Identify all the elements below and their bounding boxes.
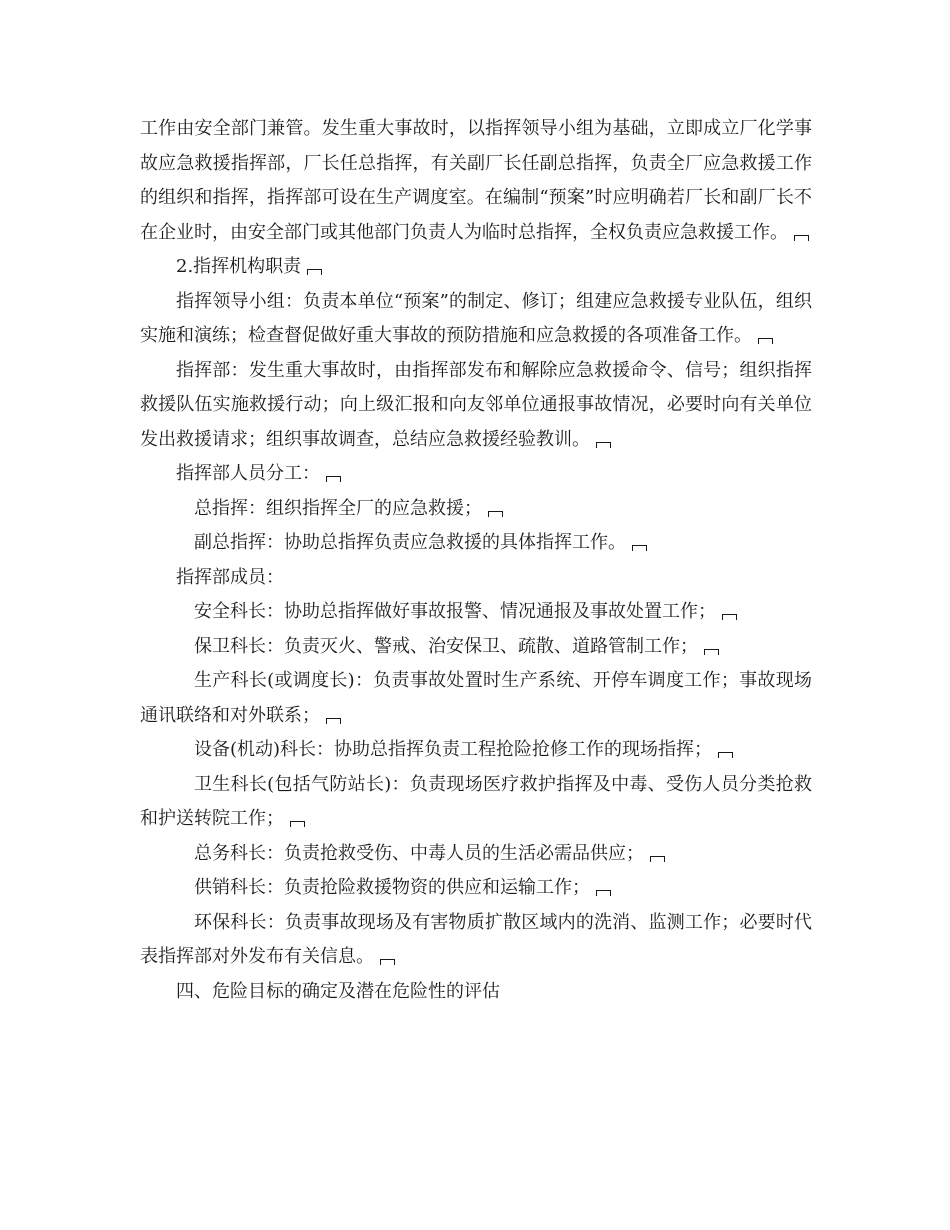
paragraph-general-affairs-chief: 总务科长：负责抢救受伤、中毒人员的生活必需品供应； (140, 837, 812, 872)
paragraph-safety-chief: 安全科长：协助总指挥做好事故报警、情况通报及事故处置工作； (140, 595, 812, 630)
paragraph-supply-chief: 供销科长：负责抢险救援物资的供应和运输工作； (140, 871, 812, 906)
paragraph-mark-icon (307, 269, 322, 275)
section-heading-hazard-assessment: 四、危险目标的确定及潜在危险性的评估 (176, 980, 500, 1002)
document-body (140, 112, 812, 1009)
paragraph-security-chief: 保卫科长：负责灭火、警戒、治安保卫、疏散、道路管制工作； (140, 630, 812, 665)
paragraph-leading-group: 指挥领导小组：负责本单位“预案”的制定、修订；组建应急救援专业队伍，组织实施和演练；检查督促做好重大事故的预防措施和应急救援的各项准备工作。 (140, 290, 812, 346)
paragraph-mark-icon (326, 718, 341, 724)
paragraph-environment-chief: 环保科长：负责事故现场及有害物质扩散区域内的洗消、监测工作；必要时代表指挥部对外发布有关信息。 (140, 911, 812, 967)
paragraph-mark-icon (718, 752, 733, 758)
paragraph-mark-icon (488, 511, 503, 517)
paragraph-mark-icon (758, 338, 773, 344)
paragraph-command-org: 工作由安全部门兼管。发生重大事故时，以指挥领导小组为基础，立即成立厂化学事故应急救援指挥部，厂长任总指挥，有关副厂长任副总指挥，负责全厂应急救援工作的组织和指挥，指挥部可设在生产调度室。在编制“预案”时应明确若厂长和副厂长不在企业时，由安全部门或其他部门负责人为临时总指挥，全权负责应急救援工作。 (140, 118, 812, 243)
paragraph-health-chief: 卫生科长(包括气防站长)：负责现场医疗救护指挥及中毒、受伤人员分类抢救和护送转院工作； (140, 773, 812, 829)
paragraph-mark-icon (632, 545, 647, 551)
paragraph-mark-icon (596, 442, 611, 448)
paragraph-mark-icon (326, 476, 341, 482)
paragraph-mark-icon (650, 856, 665, 862)
paragraph-staff-division: 指挥部人员分工： (140, 457, 812, 492)
paragraph-mark-icon (704, 649, 719, 655)
paragraph-equipment-chief: 设备(机动)科长：协助总指挥负责工程抢险抢修工作的现场指挥； (140, 733, 812, 768)
paragraph-mark-icon (380, 959, 395, 965)
paragraph-mark-icon (596, 890, 611, 896)
paragraph-headquarters: 指挥部：发生重大事故时，由指挥部发布和解除应急救援命令、信号；组织指挥救援队伍实施救援行动；向上级汇报和向友邻单位通报事故情况，必要时向有关单位发出救援请求；组织事故调查，总结应急救援经验教训。 (140, 359, 812, 450)
paragraph-chief-commander: 总指挥：组织指挥全厂的应急救援； (140, 492, 812, 527)
paragraph-deputy-commander: 副总指挥：协助总指挥负责应急救援的具体指挥工作。 (140, 526, 812, 561)
paragraph-mark-icon (290, 821, 305, 827)
paragraph-mark-icon (794, 235, 809, 241)
section-heading-command-duties: 2.指挥机构职责 (140, 250, 812, 285)
paragraph-mark-icon (722, 614, 737, 620)
paragraph-members: 指挥部成员： (176, 566, 284, 588)
paragraph-production-chief: 生产科长(或调度长)：负责事故处置时生产系统、开停车调度工作；事故现场通讯联络和对外联系； (140, 670, 812, 726)
